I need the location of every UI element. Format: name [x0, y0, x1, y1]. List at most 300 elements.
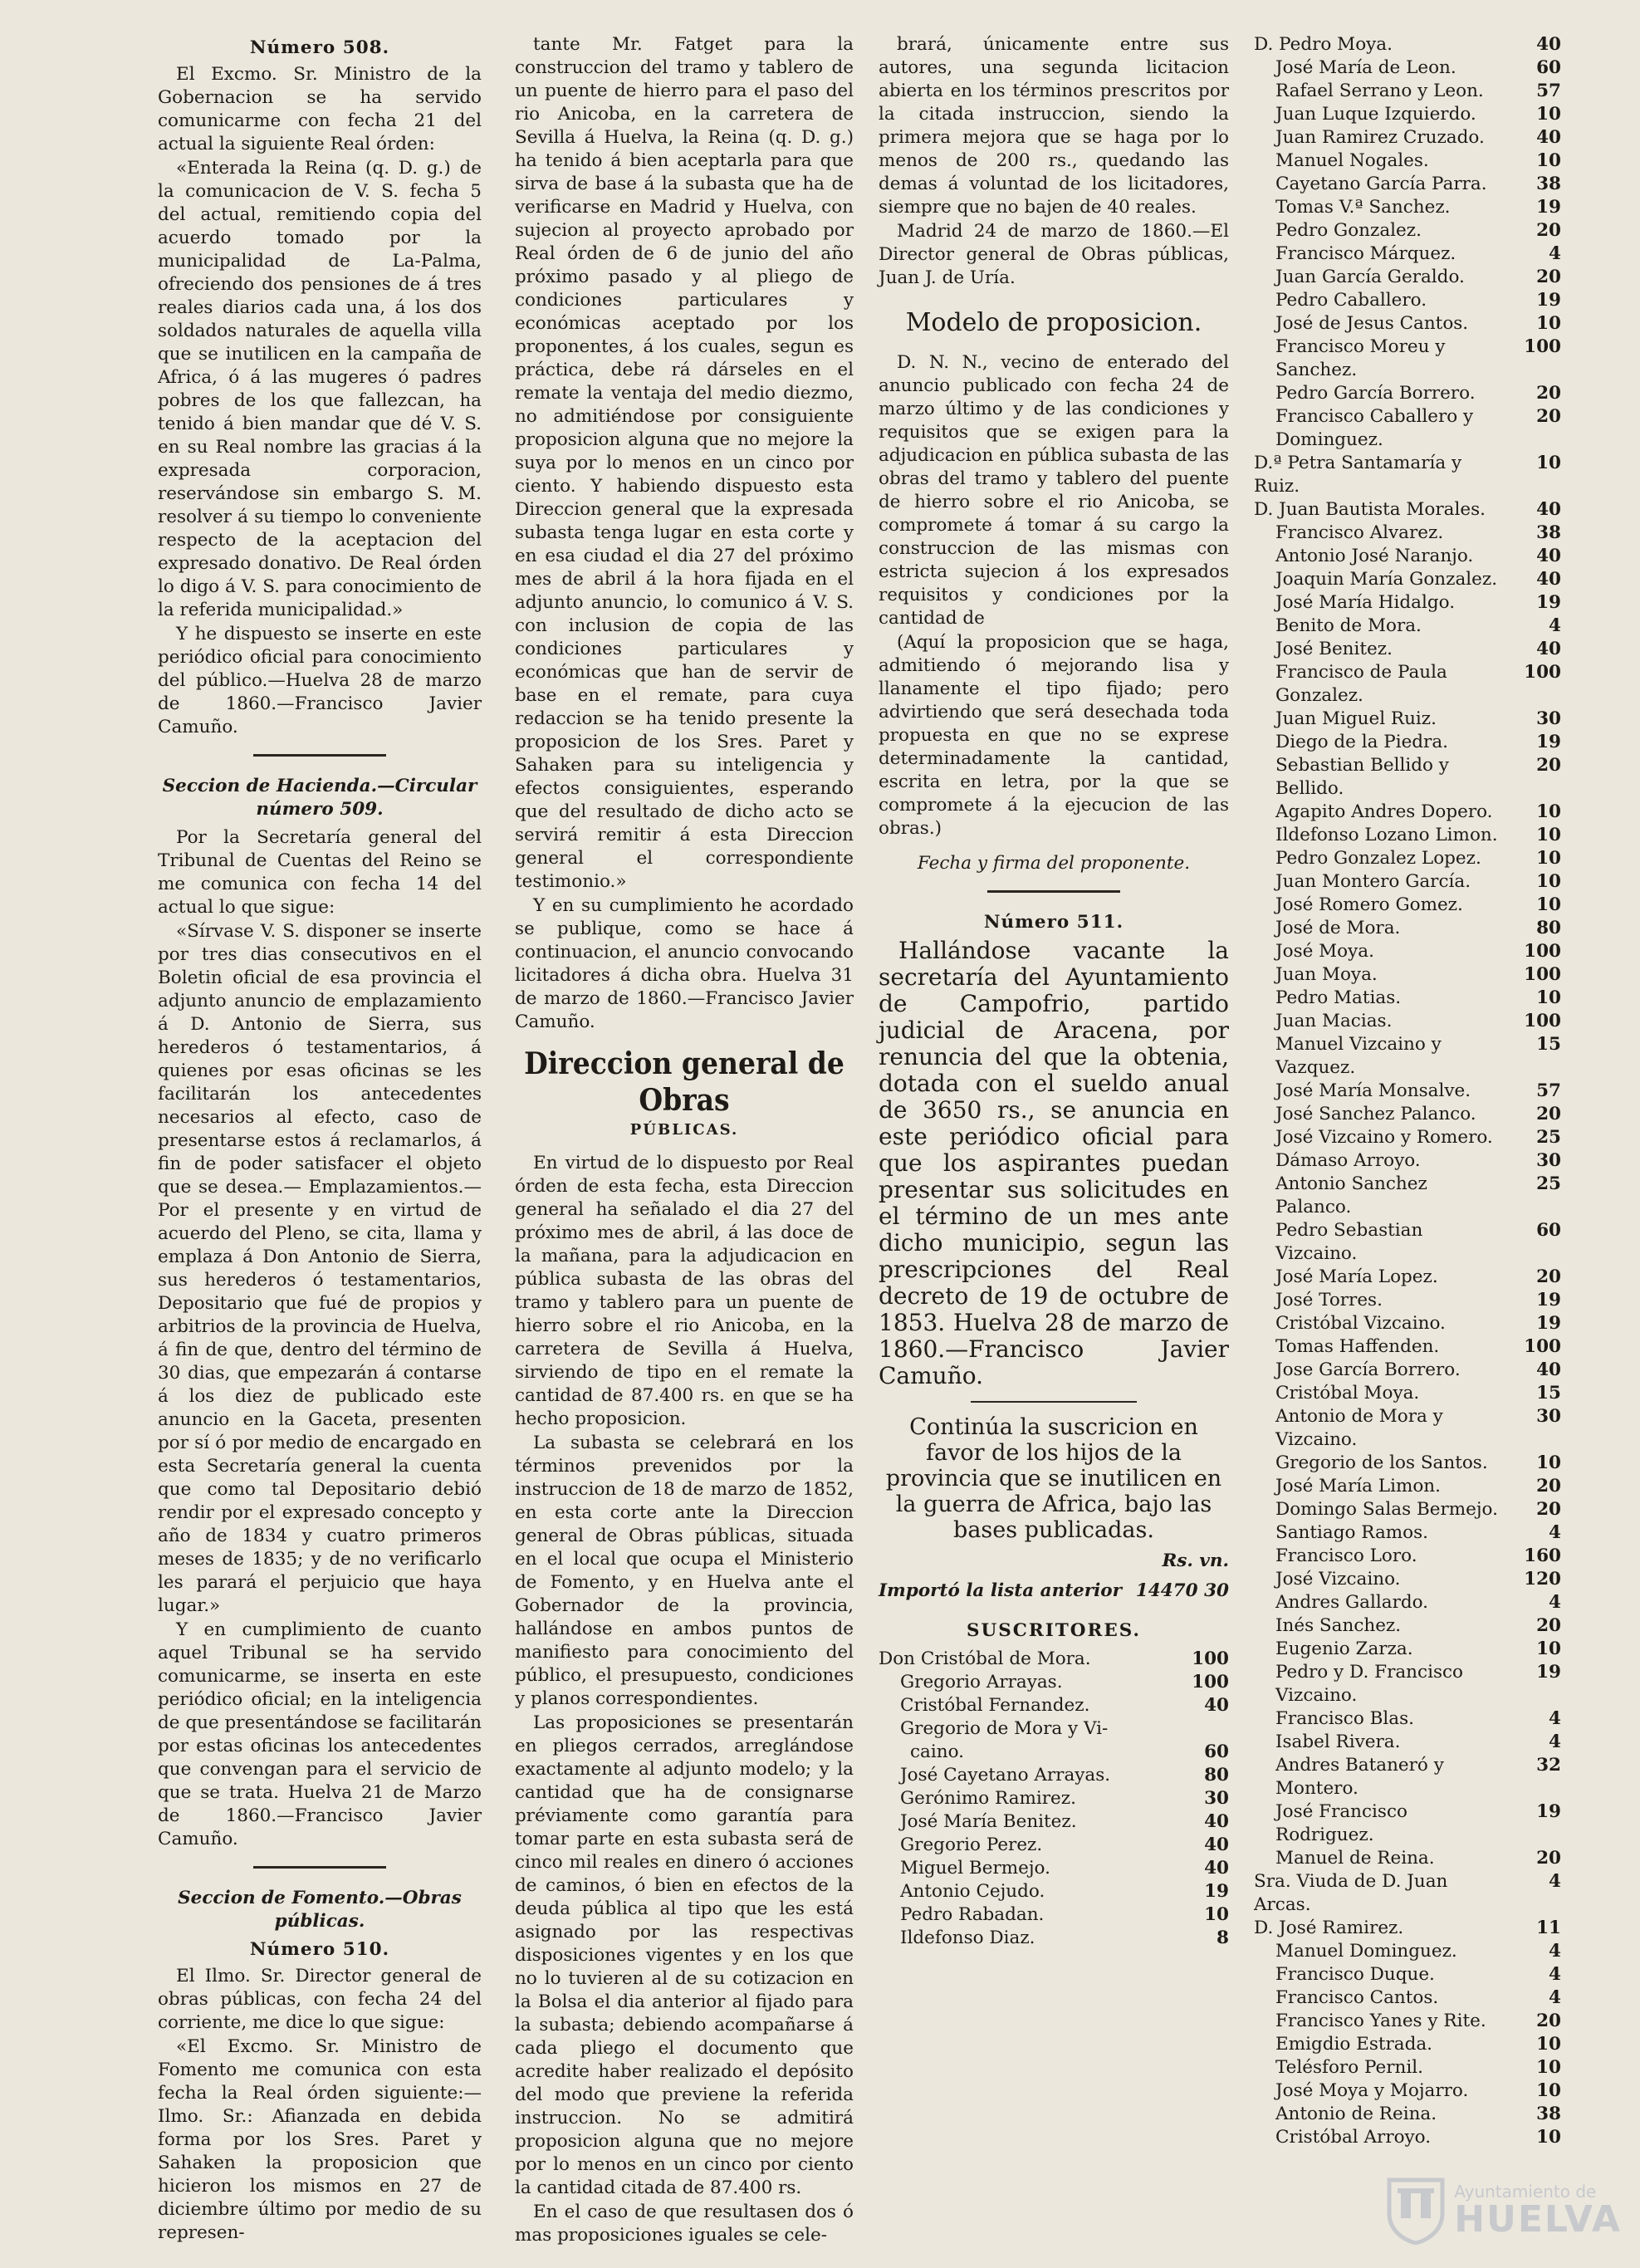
subscriber-amount: 60	[1536, 57, 1561, 78]
subscriber-amount: 10	[1536, 825, 1561, 845]
paragraph: «Sírvase V. S. disponer se inserte por tres dias consecutivos en el Boletin oficial de esa provincia el adjunto anuncio de emplazamiento á D. Antonio de Sierra, sus herederos ó testamentarios, á quienes por esas oficinas se les facilitarán los antecedentes necesarios al efecto, caso de presentarse estos á reclamarlos, á fin de poder satisfacer el objeto que se desea.— Emplazamientos.—Por el presente y en virtud de acuerdo del Pleno, se cita, llama y emplaza á Don Antonio de Sierra, sus herederos ó testamentarios, Depositario que fué de propios y arbitrios de la provincia de Huelva, á fin de que, dentro del término de 30 dias, que empezarán á contarse á los diez de publicado este anuncio en la Gaceta, presenten por sí ó por medio de encargado en esta Secretaría general la cuenta que como tal Depositario debió rendir por el expresado concepto y año de 1834 y cuatro primeros meses de 1835; y de no verificarlo les parará el perjuicio que haya lugar.»	[158, 921, 482, 1616]
subscriber-name: Gregorio de Mora y Vi-	[900, 1718, 1109, 1739]
list-item	[1254, 498, 1561, 522]
subscriber-name: Juan García Geraldo.	[1275, 267, 1465, 287]
paragraph: En virtud de lo dispuesto por Real órden de esta fecha, esta Direccion general ha señalado el dia 27 del próximo mes de abril, á las doce de la mañana, para la adjudicacion en pública subasta de las obras del tramo y tablero para un puente de hierro sobre el rio Anicoba, en la carretera de Sevilla á Huelva, sirviendo de tipo en el remate la cantidad de 87.400 rs. en que se ha hecho proposicion.	[515, 1153, 854, 1429]
subscriber-amount: 10	[1536, 2057, 1561, 2078]
subscriber-amount: 19	[1204, 1881, 1229, 1902]
subscriber-name: Juan Luque Izquierdo.	[1275, 104, 1476, 125]
column-3	[879, 33, 1229, 1950]
list-item	[879, 1764, 1229, 1787]
subscriber-name: Francisco de Paula Gonzalez.	[1275, 662, 1447, 706]
subscriber-amount: 10	[1536, 1452, 1561, 1473]
list-item	[1254, 1940, 1561, 1963]
list-item	[879, 1741, 1229, 1764]
subscriber-name: Juan Miguel Ruiz.	[1275, 708, 1437, 729]
list-item	[1254, 894, 1561, 917]
subscriber-amount: 38	[1536, 2104, 1561, 2124]
total-value: 14470 30	[1135, 1580, 1229, 1601]
subscriber-amount: 60	[1536, 1220, 1561, 1241]
subscriber-amount: 10	[1536, 987, 1561, 1008]
subscriber-name: José Torres.	[1275, 1290, 1383, 1310]
subscriber-amount: 4	[1549, 1871, 1561, 1892]
list-item	[1254, 754, 1561, 801]
list-item	[1254, 1870, 1561, 1917]
list-item	[1254, 219, 1561, 242]
subscriber-name: José Cayetano Arrayas.	[900, 1765, 1111, 1785]
signature-line: Fecha y firma del proponente.	[917, 853, 1191, 874]
list-item	[1254, 452, 1561, 498]
list-item	[1254, 1103, 1561, 1126]
subscriber-name: José Vizcaino.	[1275, 1569, 1401, 1590]
subscriber-amount: 11	[1536, 1918, 1561, 1938]
subscriber-name: Agapito Andres Dopero.	[1275, 801, 1493, 822]
subscriber-amount: 100	[1192, 1672, 1229, 1692]
subscriber-amount: 20	[1536, 383, 1561, 404]
subscriber-name: Ildefonso Lozano Limon.	[1275, 825, 1498, 845]
list-item	[1254, 615, 1561, 638]
column-4	[1254, 33, 1561, 2149]
subscriber-name: José Romero Gomez.	[1275, 894, 1463, 915]
list-item	[1254, 1312, 1561, 1335]
list-item	[1254, 1847, 1561, 1870]
subscriber-amount: 25	[1536, 1173, 1561, 1194]
list-item	[1254, 289, 1561, 312]
subscriber-name: Tomas V.ª Sanchez.	[1275, 197, 1451, 218]
list-item	[1254, 1661, 1561, 1707]
subscriber-amount: 10	[1536, 104, 1561, 125]
subscriber-amount: 4	[1549, 1592, 1561, 1613]
subscriber-name: Cristóbal Fernandez.	[900, 1695, 1090, 1716]
list-item	[1254, 2079, 1561, 2103]
subscriber-name: Gerónimo Ramirez.	[900, 1788, 1076, 1809]
subscriber-name: Francisco Moreu y Sanchez.	[1275, 336, 1446, 380]
subscriber-name: Ildefonso Diaz.	[900, 1928, 1035, 1948]
subscriber-amount: 19	[1536, 1662, 1561, 1683]
subscriber-name: Dámaso Arroyo.	[1275, 1150, 1421, 1171]
list-item	[1254, 126, 1561, 149]
list-item	[1254, 80, 1561, 103]
subscriber-name: José María Limon.	[1275, 1476, 1441, 1496]
subscriber-name: Andres Bataneró y Montero.	[1275, 1755, 1444, 1799]
list-item	[1254, 1149, 1561, 1173]
list-item	[1254, 1126, 1561, 1149]
paragraph: «Enterada la Reina (q. D. g.) de la comunicacion de V. S. fecha 5 del actual, remitiendo copia del acuerdo tomado por la municipalidad de La-Palma, ofreciendo dos pensiones de á tres reales diarios cada una, á los dos soldados naturales de aquella villa que se inutilicen en la campaña de Africa, ó á las mugeres ó padres pobres de los que fallezcan, ha tenido á bien mandar que dé V. S. en su Real nombre las gracias á la expresada corporacion, reservándose sin embargo S. M. resolver á su tiempo lo conveniente respecto de la aceptacion del expresado donativo. De Real órden lo digo á V. S. para conocimiento de la referida municipalidad.»	[158, 158, 482, 620]
subscriber-amount: 20	[1536, 1104, 1561, 1124]
subscriber-name: José Benitez.	[1275, 639, 1393, 659]
rs-header: Rs. vn.	[1162, 1550, 1229, 1571]
list-item	[1254, 638, 1561, 661]
subscriber-name: Pedro y D. Francisco Vizcaino.	[1275, 1662, 1463, 1706]
paragraph: Y en su cumplimiento he acordado se publique, como se hace á continuacion, el anuncio convocando licitadores á dicha obra. Huelva 31 de marzo de 1860.—Francisco Javier Camuño.	[515, 895, 854, 1032]
subscriber-amount: 120	[1524, 1569, 1561, 1590]
subscriber-name: Andres Gallardo.	[1275, 1592, 1429, 1613]
subscriber-name: Joaquin María Gonzalez.	[1275, 569, 1498, 590]
subscriber-name: Pedro Caballero.	[1275, 290, 1427, 311]
total-label: Importó la lista anterior	[879, 1580, 1122, 1601]
list-item	[1254, 382, 1561, 405]
list-item	[1254, 2056, 1561, 2079]
subscribers-list	[879, 1648, 1229, 1950]
subscriber-name: Francisco Caballero y Dominguez.	[1275, 406, 1474, 450]
subscriber-name: Benito de Mora.	[1275, 615, 1422, 636]
subscriber-amount: 19	[1536, 290, 1561, 311]
subscriber-name: José María Benitez.	[900, 1811, 1077, 1832]
subscriber-name: José Sanchez Palanco.	[1275, 1104, 1476, 1124]
subscriber-amount: 20	[1536, 406, 1561, 427]
subscriber-amount: 40	[1204, 1811, 1229, 1832]
subscriber-amount: 4	[1549, 1708, 1561, 1729]
subscriber-name: Don Cristóbal de Mora.	[879, 1648, 1091, 1669]
list-item	[879, 1857, 1229, 1880]
paragraph: tante Mr. Fatget para la construccion del tramo y tablero de un puente de hierro para el paso del rio Anicoba, en la carretera de Sevilla á Huelva, la Reina (q. D. g.) ha tenido á bien aceptarla para que sirva de base á la subasta que ha de verificarse en Madrid y Huelva, con sujecion al proyecto aprobado por Real órden de 6 de junio del año próximo pasado y al pliego de condiciones particulares y económicas aceptado por los proponentes, á los cuales, segun es práctica, debe rá dárseles en el remate la ventaja del medio diezmo, no admitiéndose por consiguiente proposicion alguna que no mejore la suya por lo menos en un cinco por ciento. Y habiendo dispuesto esta Direccion general que la expresada subasta tenga lugar en esta corte y en esa ciudad el dia 27 del próximo mes de abril á la hora fijada en el adjunto anuncio, lo comunico á V. S. con inclusion de copia de las condiciones particulares y económicas que han de servir de base en el remate, para cuya redaccion se ha tenido presente la proposicion de los Sres. Paret y Sahaken para su inteligencia y efectos consiguientes, esperando que del resultado de dicho acto se servirá remitir á esta Direccion general el correspondiente testimonio.»	[515, 34, 854, 892]
subscriber-name: Francisco Yanes y Rite.	[1275, 2011, 1486, 2031]
subscriber-name: José Moya y Mojarro.	[1275, 2080, 1469, 2101]
subscriber-name: José Vizcaino y Romero.	[1275, 1127, 1493, 1148]
list-item	[1254, 1545, 1561, 1568]
subscriber-name: José de Jesus Cantos.	[1275, 313, 1469, 334]
subscriber-amount: 40	[1536, 127, 1561, 148]
subscriber-amount: 160	[1524, 1545, 1561, 1566]
paragraph: Por la Secretaría general del Tribunal de Cuentas del Reino se me comunica con fecha 14 del actual lo que sigue:	[158, 827, 482, 918]
subscriber-name: Cristóbal Vizcaino.	[1275, 1313, 1446, 1334]
subscriber-name: Eugenio Zarza.	[1275, 1639, 1413, 1659]
subscriber-amount: 80	[1536, 918, 1561, 938]
heading-num511: Número 511.	[983, 912, 1124, 933]
subscriber-amount: 19	[1536, 1290, 1561, 1310]
list-item	[1254, 545, 1561, 568]
list-item	[879, 1834, 1229, 1857]
list-item	[1254, 1986, 1561, 2010]
subscriber-amount: 20	[1536, 755, 1561, 776]
previous-total	[879, 1580, 1229, 1603]
subscriber-amount: 40	[1536, 546, 1561, 566]
list-item	[1254, 103, 1561, 126]
subscriber-name: Francisco Alvarez.	[1275, 522, 1444, 543]
list-item	[1254, 266, 1561, 289]
subscriber-amount: 10	[1536, 453, 1561, 473]
paragraph: «El Excmo. Sr. Ministro de Fomento me comunica con esta fecha la Real órden siguiente:—Ilmo. Sr.: Afianzada en debida forma por los Sres. Paret y Sahaken la proposicion que hicieron los mismos en 27 de diciembre último por medio de su represen-	[158, 2036, 482, 2243]
list-item	[1254, 2010, 1561, 2033]
subscriber-name: D. Juan Bautista Morales.	[1254, 499, 1486, 520]
subscriber-amount: 8	[1217, 1928, 1229, 1948]
subscriber-name: D. Pedro Moya.	[1254, 34, 1393, 55]
list-item	[1254, 33, 1561, 56]
subscriber-name: Manuel Vizcaino y Vazquez.	[1275, 1034, 1442, 1078]
paragraph: El Excmo. Sr. Ministro de la Gobernacion se ha servido comunicarme con fecha 21 del actual la siguiente Real órden:	[158, 64, 482, 154]
subscriber-amount: 20	[1536, 1476, 1561, 1496]
subscriber-amount: 25	[1536, 1127, 1561, 1148]
subscriber-amount: 19	[1536, 1801, 1561, 1822]
subscriber-name: Cristóbal Moya.	[1275, 1383, 1420, 1403]
list-item	[1254, 1591, 1561, 1614]
list-item	[1254, 1521, 1561, 1545]
list-item	[1254, 1219, 1561, 1266]
subscriber-name: José María Lopez.	[1275, 1266, 1438, 1287]
section-title-obras: Direccion general de Obras	[524, 1046, 844, 1118]
list-item	[879, 1671, 1229, 1694]
subscriber-amount: 30	[1536, 708, 1561, 729]
subscriber-amount: 10	[1536, 848, 1561, 869]
list-item	[1254, 149, 1561, 173]
subscriber-amount: 10	[1536, 2127, 1561, 2148]
subscriber-amount: 20	[1536, 267, 1561, 287]
subscriber-name: Pedro García Borrero.	[1275, 383, 1476, 404]
subscriber-amount: 40	[1204, 1695, 1229, 1716]
paragraph: Las proposiciones se presentarán en pliegos cerrados, arreglándose exactamente al adjunto modelo; y la cantidad que ha de consignarse préviamente como garantía para tomar parte en esta subasta será de cinco mil reales en dinero ó acciones de caminos, ó bien en efectos de la deuda pública al tipo que les está asignado por las respectivas disposiciones vigentes y en los que no lo tuvieren al de su cotizacion en la Bolsa el dia anterior al fijado para la subasta; debiendo acompañarse á cada pliego el documento que acredite haber realizado el depósito del modo que previene la referida instruccion. No se admitirá proposicion alguna que no mejore por lo menos en un cinco por ciento la cantidad citada de 87.400 rs.	[515, 1712, 854, 2198]
list-item	[1254, 405, 1561, 452]
list-item	[1254, 1638, 1561, 1661]
subscriber-name: Antonio Cejudo.	[900, 1881, 1045, 1902]
divider	[987, 890, 1120, 893]
list-item	[1254, 847, 1561, 870]
subscriber-amount: 100	[1524, 662, 1561, 683]
subscriber-amount: 4	[1549, 1964, 1561, 1985]
subscriber-amount: 100	[1192, 1648, 1229, 1669]
subscription-notice: Continúa la suscricion en favor de los hijos de la provincia que se inutilicen en la guerra de Africa, bajo las bases publicadas.	[885, 1414, 1222, 1543]
subscriber-amount: 4	[1549, 615, 1561, 636]
paragraph: El Ilmo. Sr. Director general de obras públicas, con fecha 24 del corriente, me dice lo que sigue:	[158, 1966, 482, 2033]
section-title-hacienda: Seccion de Hacienda.—Circular número 509.	[162, 776, 477, 820]
list-item	[1254, 708, 1561, 731]
subscriber-amount: 20	[1536, 2011, 1561, 2031]
subscriber-name: Jose García Borrero.	[1275, 1359, 1461, 1380]
subscriber-amount: 19	[1536, 1313, 1561, 1334]
subscriber-name: Gregorio Arrayas.	[900, 1672, 1063, 1692]
subscriber-name: Manuel de Reina.	[1275, 1848, 1435, 1869]
list-item	[879, 1927, 1229, 1950]
paragraph: Y en cumplimiento de cuanto aquel Tribunal se ha servido comunicarme, se inserta en este periódico oficial; en la inteligencia de que presentándose se facilitarán por estas oficinas los antecedentes que convengan para el servicio de que se trata. Huelva 21 de Marzo de 1860.—Francisco Javier Camuño.	[158, 1619, 482, 1849]
list-item	[1254, 196, 1561, 219]
paragraph: La subasta se celebrará en los términos prevenidos por la instruccion de 18 de marzo de 1852, en esta corte ante la Direccion general de Obras públicas, situada en el local que ocupa el Ministerio de Fomento, y en Huelva ante el Gobernador de la provincia, hallándose en ambos puntos de manifiesto para conocimiento del público, el presupuesto, condiciones y planos correspondientes.	[515, 1433, 854, 1709]
subscriber-name: Gregorio de los Santos.	[1275, 1452, 1488, 1473]
list-item	[1254, 917, 1561, 940]
subscriber-amount: 40	[1536, 499, 1561, 520]
section-subtitle-obras: PÚBLICAS.	[629, 1121, 739, 1139]
list-item	[1254, 1359, 1561, 1382]
subscriber-name: Diego de la Piedra.	[1275, 732, 1448, 752]
section-title-fomento: Seccion de Fomento.—Obras públicas.	[178, 1888, 462, 1932]
paragraph: (Aquí la proposicion que se haga, admitiendo ó mejorando lisa y llanamente el tipo fijado; pero advirtiendo que será desechada toda propuesta en que no se exprese determinadamente la cantidad, escrita en letra, por la que se compromete á la ejecucion de las obras.)	[879, 632, 1229, 839]
subscriber-amount: 4	[1549, 1732, 1561, 1752]
subscriber-name: D. José Ramirez.	[1254, 1918, 1404, 1938]
list-item	[1254, 1033, 1561, 1080]
subscriber-name: D.ª Petra Santamaría y Ruiz.	[1254, 453, 1462, 497]
subscriber-amount: 40	[1536, 34, 1561, 55]
subscriber-amount: 100	[1524, 1336, 1561, 1357]
column-2	[515, 33, 854, 2248]
subscriber-amount: 100	[1524, 1011, 1561, 1031]
subscriber-name: Pedro Sebastian Vizcaino.	[1275, 1220, 1423, 1264]
list-item	[1254, 1614, 1561, 1638]
subscriber-amount: 4	[1549, 1987, 1561, 2008]
paragraph: Madrid 24 de marzo de 1860.—El Director general de Obras públicas, Juan J. de Uría.	[879, 221, 1229, 288]
subscriber-name: Pedro Rabadan.	[900, 1904, 1045, 1925]
subscriber-amount: 38	[1536, 522, 1561, 543]
subscriber-amount: 40	[1204, 1834, 1229, 1855]
subscriber-amount: 100	[1524, 964, 1561, 985]
subscriber-name: Sebastian Bellido y Bellido.	[1275, 755, 1449, 799]
list-item	[1254, 1917, 1561, 1940]
subscriber-name: Manuel Nogales.	[1275, 150, 1429, 171]
list-item	[879, 1648, 1229, 1671]
subscriber-amount: 30	[1536, 1406, 1561, 1427]
divider	[971, 1401, 1137, 1403]
list-item	[1254, 1452, 1561, 1475]
subscriber-amount: 100	[1524, 336, 1561, 357]
subscriber-name: Juan Macias.	[1275, 1011, 1393, 1031]
subscriber-amount: 60	[1204, 1741, 1229, 1762]
subscriber-amount: 15	[1536, 1383, 1561, 1403]
column-1	[158, 33, 482, 2246]
subscriber-amount: 10	[1536, 871, 1561, 892]
list-item	[1254, 1800, 1561, 1847]
subscriber-name: Pedro Gonzalez.	[1275, 220, 1422, 241]
subscriber-name: Antonio José Naranjo.	[1275, 546, 1474, 566]
list-item	[1254, 940, 1561, 963]
subscriber-amount: 10	[1536, 2034, 1561, 2055]
subscriber-name: José María Monsalve.	[1275, 1080, 1471, 1101]
subscribers-header: SUSCRITORES.	[966, 1620, 1142, 1641]
list-item	[1254, 661, 1561, 708]
subscriber-name: José Francisco Rodriguez.	[1275, 1801, 1407, 1845]
list-item	[1254, 568, 1561, 591]
list-item	[1254, 824, 1561, 847]
list-item	[1254, 801, 1561, 824]
subscriber-amount: 10	[1204, 1904, 1229, 1925]
logo-text	[1454, 2182, 1622, 2241]
subscriber-name: Antonio de Reina.	[1275, 2104, 1437, 2124]
subscriber-amount: 40	[1204, 1858, 1229, 1879]
paragraph: Y he dispuesto se inserte en este periódico oficial para conocimiento del público.—Huelva 28 de marzo de 1860.—Francisco Javier Camuño.	[158, 624, 482, 737]
huelva-logo	[1386, 2175, 1622, 2245]
subscriber-amount: 40	[1536, 569, 1561, 590]
subscriber-name: Antonio de Mora y Vizcaino.	[1275, 1406, 1443, 1450]
subscriber-amount: 40	[1536, 639, 1561, 659]
paragraph: D. N. N., vecino de enterado del anuncio publicado con fecha 24 de marzo último y de las condiciones y requisitos que se exigen para la adjudicacion en pública subasta de las obras del tramo y tablero del puente de hierro sobre el rio Anicoba, se compromete á tomar á su cargo la construccion de las mismas con estricta sujecion á los expresados requisitos y condiciones por la cantidad de	[879, 352, 1229, 629]
list-item	[879, 1717, 1229, 1741]
subscriber-name: Isabel Rivera.	[1275, 1732, 1401, 1752]
subscriber-amount: 10	[1536, 2080, 1561, 2101]
list-item	[1254, 1568, 1561, 1591]
subscriber-name: Pedro Matias.	[1275, 987, 1402, 1008]
subscriber-name: Tomas Haffenden.	[1275, 1336, 1440, 1357]
subscriber-amount: 20	[1536, 1499, 1561, 1520]
list-item	[1254, 2033, 1561, 2056]
subscriber-amount: 20	[1536, 1615, 1561, 1636]
subscriber-name: José Moya.	[1275, 941, 1374, 962]
subscriber-amount: 19	[1536, 592, 1561, 613]
logo-line-1: Ayuntamiento de	[1454, 2182, 1597, 2202]
subscriber-name: Manuel Dominguez.	[1275, 1941, 1457, 1962]
subscriber-name: Juan Montero García.	[1275, 871, 1471, 892]
model-title: Modelo de proposicion.	[905, 308, 1202, 337]
list-item	[1254, 1335, 1561, 1359]
subscriber-name: Francisco Márquez.	[1275, 243, 1456, 264]
subscriber-name: Francisco Duque.	[1275, 1964, 1435, 1985]
subscriber-name: Domingo Salas Bermejo.	[1275, 1499, 1498, 1520]
list-item	[1254, 336, 1561, 382]
paragraph: brará, únicamente entre sus autores, una segunda licitacion abierta en los términos prescritos por la citada instruccion, siendo la primera mejora que se haga por lo menos de 200 rs., quedando las demas á voluntad de los licitadores, siempre que no bajen de 40 reales.	[879, 34, 1229, 218]
list-item	[879, 1787, 1229, 1810]
subscriber-amount: 15	[1536, 1034, 1561, 1055]
subscriber-amount: 20	[1536, 1266, 1561, 1287]
subscriber-name: Francisco Blas.	[1275, 1708, 1414, 1729]
list-item	[1254, 1080, 1561, 1103]
subscriber-amount: 30	[1536, 1150, 1561, 1171]
subscriber-name: Sra. Viuda de D. Juan Arcas.	[1254, 1871, 1448, 1915]
list-item	[1254, 1289, 1561, 1312]
list-item	[879, 1903, 1229, 1927]
list-item	[1254, 56, 1561, 80]
list-item	[879, 1810, 1229, 1834]
subscriber-amount: 10	[1536, 150, 1561, 171]
divider	[253, 754, 386, 757]
subscriber-name: Francisco Cantos.	[1275, 1987, 1439, 2008]
subscriber-name: Juan Moya.	[1275, 964, 1378, 985]
logo-line-2: HUELVA	[1454, 2198, 1622, 2241]
subscriber-name: José María Hidalgo.	[1275, 592, 1456, 613]
list-item	[1254, 1173, 1561, 1219]
subscribers-list-continued	[1254, 33, 1561, 2149]
subscriber-name: Cristóbal Arroyo.	[1275, 2127, 1432, 2148]
subscriber-amount: 19	[1536, 732, 1561, 752]
list-item	[1254, 1382, 1561, 1405]
huelva-crest-icon	[1386, 2175, 1446, 2245]
subscriber-name: José de Mora.	[1275, 918, 1401, 938]
list-item	[1254, 870, 1561, 894]
list-item	[1254, 731, 1561, 754]
subscriber-name: José María de Leon.	[1275, 57, 1456, 78]
list-item	[1254, 1754, 1561, 1800]
list-item	[1254, 242, 1561, 266]
list-item	[879, 1880, 1229, 1903]
list-item	[879, 1694, 1229, 1717]
subscriber-amount: 40	[1536, 1359, 1561, 1380]
subscriber-name: Telésforo Pernil.	[1275, 2057, 1423, 2078]
list-item	[1254, 1707, 1561, 1731]
subscriber-amount: 57	[1536, 1080, 1561, 1101]
list-item	[1254, 522, 1561, 545]
subscriber-amount: 20	[1536, 1848, 1561, 1869]
subscriber-name: Inés Sanchez.	[1275, 1615, 1402, 1636]
subscriber-amount: 10	[1536, 1639, 1561, 1659]
subscriber-name: Francisco Loro.	[1275, 1545, 1417, 1566]
subscriber-amount: 19	[1536, 197, 1561, 218]
list-item	[1254, 173, 1561, 196]
announcement-campofrio: Hallándose vacante la secretaría del Ayuntamiento de Campofrio, partido judicial de Aracena, por renuncia del que la obtenia, dotada con el sueldo anual de 3650 rs., se anuncia en este periódico oficial para que los aspirantes puedan presentar sus solicitudes en el término de un mes ante dicho municipio, segun las prescripciones del Real decreto de 19 de octubre de 1853. Huelva 28 de marzo de 1860.—Francisco Javier Camuño.	[879, 937, 1229, 1389]
subscriber-name: Rafael Serrano y Leon.	[1275, 81, 1484, 101]
list-item	[1254, 2126, 1561, 2149]
subscriber-name: Cayetano García Parra.	[1275, 174, 1487, 194]
subscriber-amount: 100	[1524, 941, 1561, 962]
paragraph: En el caso de que resultasen dos ó mas proposiciones iguales se cele-	[515, 2202, 854, 2246]
subscriber-amount: 80	[1204, 1765, 1229, 1785]
subscriber-amount: 4	[1549, 1941, 1561, 1962]
subscriber-amount: 30	[1204, 1788, 1229, 1809]
subscriber-amount: 4	[1549, 243, 1561, 264]
subscriber-name: Gregorio Perez.	[900, 1834, 1043, 1855]
heading-num508: Número 508.	[249, 37, 390, 58]
list-item	[1254, 1405, 1561, 1452]
list-item	[1254, 591, 1561, 615]
list-item	[1254, 963, 1561, 987]
list-item	[1254, 1010, 1561, 1033]
subscriber-amount: 57	[1536, 81, 1561, 101]
subscriber-name: Emigdio Estrada.	[1275, 2034, 1433, 2055]
subscriber-name: Pedro Gonzalez Lopez.	[1275, 848, 1481, 869]
subscriber-name: Antonio Sanchez Palanco.	[1275, 1173, 1427, 1217]
